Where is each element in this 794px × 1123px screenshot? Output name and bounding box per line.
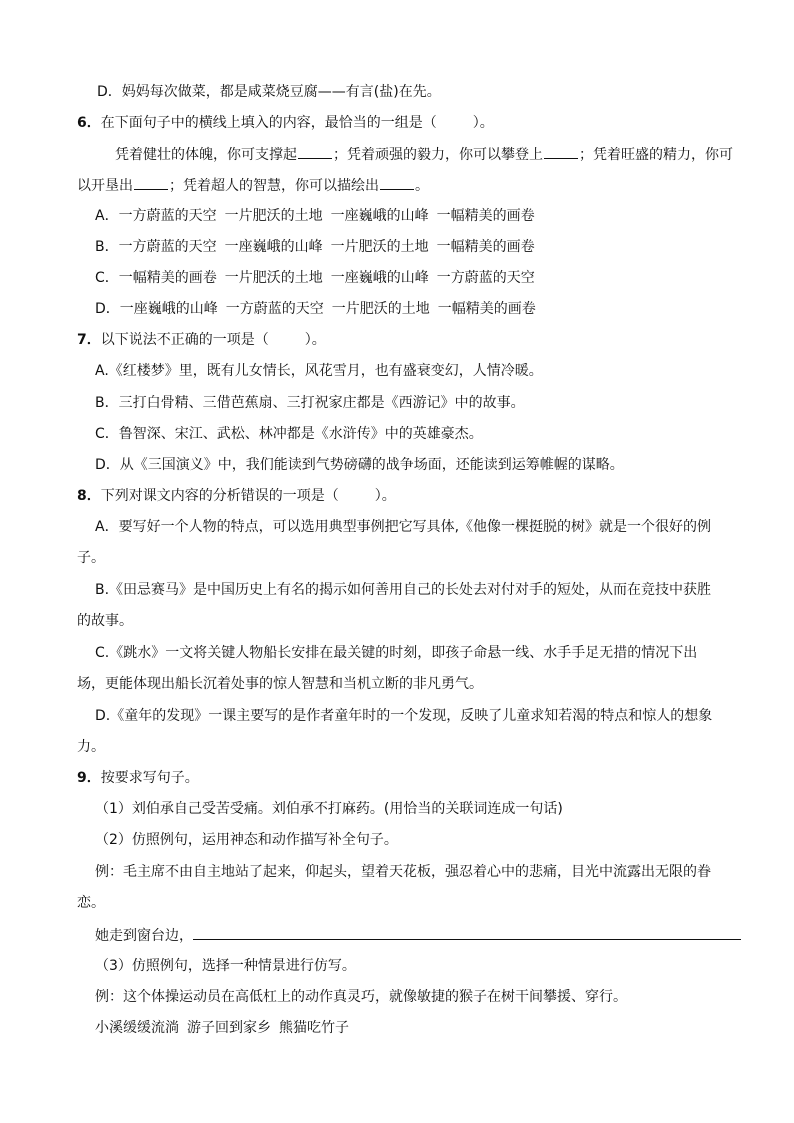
q7-option-d: D．从《三国演义》中，我们能读到气势磅礴的战争场面，还能读到运筹帷幄的谋略。 — [95, 457, 624, 473]
q7-number: 7． — [77, 332, 101, 348]
q9-example3: 例：这个体操运动员在高低杠上的动作真灵巧，就像敏捷的猴子在树干间攀援、穿行。 — [95, 989, 627, 1005]
q8-option-c-line2: 场，更能体现出船长沉着处事的惊人智慧和当机立断的非凡勇气。 — [77, 676, 483, 692]
q7-option-b: B．三打白骨精、三借芭蕉扇、三打祝家庄都是《西游记》中的故事。 — [95, 395, 525, 411]
q6-option-a: A．一方蔚蓝的天空 一片肥沃的土地 一座巍峨的山峰 一幅精美的画卷 — [95, 208, 535, 224]
q7-option-a: A.《红楼梦》里，既有儿女情长，风花雪月，也有盛衰变幻，人情冷暖。 — [95, 363, 543, 379]
q8-option-c-line1: C.《跳水》一文将关键人物船长安排在最关键的时刻，即孩子命悬一线、水手手足无措的情况下出 — [95, 645, 698, 661]
q7-option-c: C．鲁智深、宋江、武松、林冲都是《水浒传》中的英雄豪杰。 — [95, 426, 483, 442]
q9-prompt2 — [95, 925, 741, 946]
q8-stem-end: ）。 — [374, 488, 396, 504]
q5-option-d: D．妈妈每次做菜，都是咸菜烧豆腐——有言(盐)在先。 — [97, 84, 441, 100]
q6-passage-part3: ；凭着旺盛的精力，你可 — [579, 147, 733, 163]
q9-number: 9． — [77, 770, 101, 786]
q9-sub3: （3）仿照例句，选择一种情景进行仿写。 — [95, 958, 356, 974]
q6-number: 6． — [77, 115, 101, 131]
q6-blank-4[interactable] — [380, 175, 414, 190]
q6-blank-1[interactable] — [298, 144, 332, 159]
q9-sub1: （1）刘伯承自己受苦受痛。刘伯承不打麻药。(用恰当的关联词连成一句话) — [95, 801, 563, 817]
q9-scene-1: 小溪缓缓流淌 — [95, 1020, 179, 1036]
q6-passage-line2 — [77, 175, 429, 196]
q7-stem — [77, 330, 326, 350]
q6-option-c: C．一幅精美的画卷 一片肥沃的土地 一座巍峨的山峰 一方蔚蓝的天空 — [95, 270, 535, 286]
q6-stem-text: 在下面句子中的横线上填入的内容，最恰当的一组是（ — [100, 115, 437, 131]
q6-passage-line1 — [115, 144, 733, 165]
q8-stem-text: 下列对课文内容的分析错误的一项是（ — [100, 488, 339, 504]
q8-option-b-line2: 的故事。 — [77, 613, 133, 629]
q6-option-b: B．一方蔚蓝的天空 一座巍峨的山峰 一片肥沃的土地 一幅精美的画卷 — [95, 239, 535, 255]
q6-option-d: D．一座巍峨的山峰 一方蔚蓝的天空 一片肥沃的土地 一幅精美的画卷 — [95, 301, 536, 317]
q8-option-a-line1: A．要写好一个人物的特点，可以选用典型事例把它写具体,《他像一棵挺脱的树》就是一个很好的例 — [95, 519, 712, 535]
q9-stem — [77, 768, 199, 788]
q8-option-a-line2: 子。 — [77, 550, 105, 566]
q8-number: 8． — [77, 488, 101, 504]
q9-scenes — [95, 1018, 349, 1038]
q7-stem-end: ）。 — [304, 332, 326, 348]
q8-stem — [77, 486, 396, 506]
q9-example2-line2: 恋。 — [77, 895, 105, 911]
q6-blank-3[interactable] — [134, 175, 168, 190]
q8-option-d-line1: D.《童年的发现》一课主要写的是作者童年时的一个发现，反映了儿童求知若渴的特点和惊人的想象 — [95, 708, 713, 724]
q6-passage-part4: 以开垦出 — [77, 178, 133, 194]
q6-passage-part6: 。 — [415, 178, 429, 194]
q9-prompt2-text: 她走到窗台边， — [95, 928, 193, 944]
q6-stem — [77, 113, 494, 133]
q6-passage-part1: 凭着健壮的体魄，你可支撑起 — [115, 147, 297, 163]
q7-stem-text: 以下说法不正确的一项是（ — [100, 332, 269, 348]
q6-blank-2[interactable] — [544, 144, 578, 159]
q9-answer-line[interactable] — [193, 925, 741, 940]
q8-option-b-line1: B.《田忌赛马》是中国历史上有名的揭示如何善用自己的长处去对付对手的短处，从而在竞技中获胜 — [95, 582, 712, 598]
q9-scene-3: 熊猫吃竹子 — [279, 1020, 349, 1036]
q9-sub2: （2）仿照例句，运用神态和动作描写补全句子。 — [95, 832, 398, 848]
q6-stem-end: ）。 — [472, 115, 494, 131]
q6-passage-part2: ；凭着顽强的毅力，你可以攀登上 — [333, 147, 543, 163]
q9-scene-2: 游子回到家乡 — [187, 1020, 271, 1036]
q8-option-d-line2: 力。 — [77, 739, 105, 755]
q9-stem-text: 按要求写句子。 — [100, 770, 199, 786]
q9-example2-line1: 例：毛主席不由自主地站了起来，仰起头，望着天花板，强忍着心中的悲痛，目光中流露出无限的眷 — [95, 864, 711, 880]
q6-passage-part5: ；凭着超人的智慧，你可以描绘出 — [169, 178, 379, 194]
